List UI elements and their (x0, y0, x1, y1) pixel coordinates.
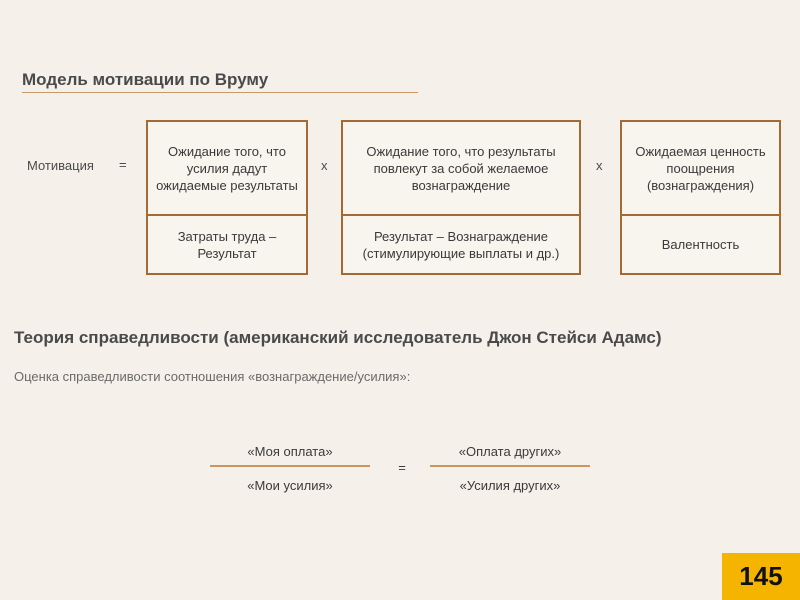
box-2-top-text: Ожидание того, что результаты повлекут за собой желаемое вознаграждение (366, 143, 556, 193)
box-1-bottom-text: Затраты труда – Результат (177, 228, 277, 261)
multiply-sign-2: х (596, 158, 603, 173)
equity-subtitle: Оценка справедливости соотношения «вознаграждение/усилия»: (14, 369, 411, 384)
title-underline (22, 92, 418, 93)
page-number-badge: 145 (722, 553, 800, 600)
slide-title: Модель мотивации по Вруму (22, 70, 269, 89)
valence-box-3 (620, 120, 781, 275)
right-fraction-line (430, 465, 590, 467)
box-2-bottom-text: Результат – Вознаграждение (стимулирующие выплаты и др.) (362, 228, 560, 261)
box-1-top-text: Ожидание того, что усилия дадут ожидаемые результаты (156, 143, 298, 193)
box-3-bottom-text: Валентность (661, 237, 740, 252)
box-3-top-text: Ожидаемая ценность поощрения (вознаграждения) (635, 143, 766, 193)
others-effort-denominator: «Усилия других» (459, 478, 561, 493)
left-fraction-line (210, 465, 370, 467)
multiply-sign-1: х (321, 158, 328, 173)
fraction-equals-sign: = (398, 460, 406, 475)
others-pay-numerator: «Оплата других» (458, 444, 562, 459)
equals-sign: = (119, 157, 127, 172)
equity-theory-heading: Теория справедливости (американский исследователь Джон Стейси Адамс) (14, 328, 662, 347)
expectancy-box-1 (146, 120, 308, 275)
my-pay-numerator: «Моя оплата» (247, 444, 333, 459)
my-effort-denominator: «Мои усилия» (247, 478, 333, 493)
motivation-label: Мотивация (27, 158, 94, 173)
instrumentality-box-2 (341, 120, 581, 275)
